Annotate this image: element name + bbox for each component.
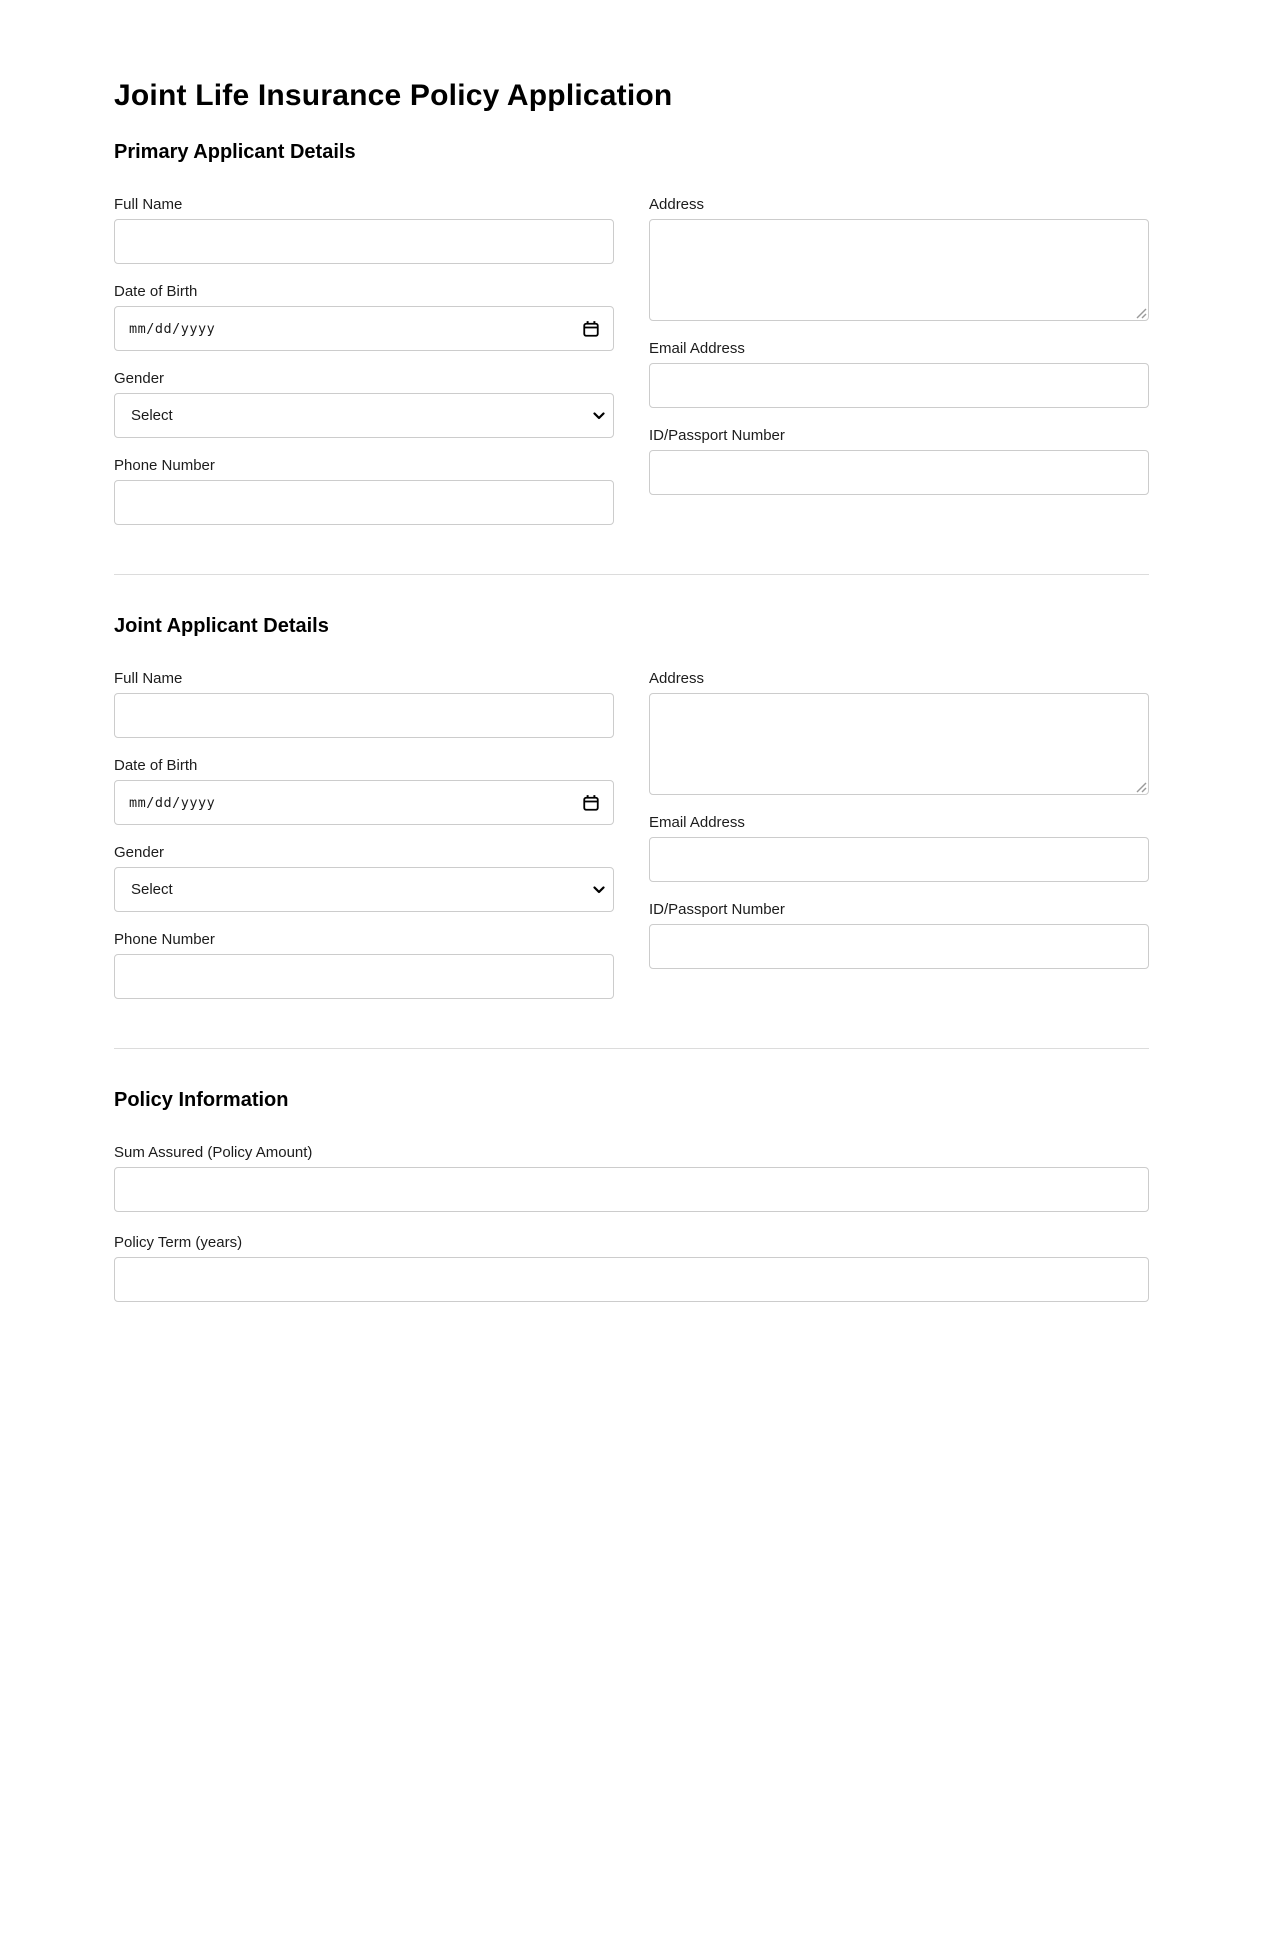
joint-phone-number-field — [114, 931, 614, 999]
gender-field — [114, 370, 614, 438]
joint-full-name-label: Full Name — [114, 670, 183, 687]
id-passport-input[interactable] — [649, 450, 1149, 495]
joint-id-passport-input[interactable] — [649, 924, 1149, 969]
joint-applicant-section — [114, 615, 1149, 1018]
section-divider — [114, 574, 1149, 575]
joint-fields-grid — [114, 670, 1149, 1018]
joint-address-field — [649, 670, 1149, 795]
sum-assured-label: Sum Assured (Policy Amount) — [114, 1144, 313, 1161]
joint-phone-number-input[interactable] — [114, 954, 614, 999]
address-textarea[interactable] — [649, 219, 1149, 321]
joint-date-of-birth-field — [114, 757, 614, 825]
joint-gender-select-value: Select — [131, 881, 173, 898]
joint-date-of-birth-label: Date of Birth — [114, 757, 198, 774]
phone-number-input[interactable] — [114, 480, 614, 525]
joint-gender-field — [114, 844, 614, 912]
full-name-label: Full Name — [114, 196, 183, 213]
policy-term-field — [114, 1234, 1149, 1302]
chevron-down-icon — [593, 412, 605, 420]
primary-left-column — [114, 196, 614, 544]
joint-address-label: Address — [649, 670, 705, 687]
application-form — [114, 0, 1149, 1302]
email-address-label: Email Address — [649, 340, 745, 357]
phone-number-label: Phone Number — [114, 457, 215, 474]
joint-date-of-birth-input[interactable] — [114, 780, 614, 825]
primary-fields-grid — [114, 196, 1149, 544]
sum-assured-input[interactable] — [114, 1167, 1149, 1212]
joint-id-passport-field — [649, 901, 1149, 969]
gender-select[interactable] — [114, 393, 614, 438]
policy-section-heading: Policy Information — [114, 1089, 289, 1111]
joint-email-address-field — [649, 814, 1149, 882]
date-of-birth-label: Date of Birth — [114, 283, 198, 300]
email-address-field — [649, 340, 1149, 408]
section-divider — [114, 1048, 1149, 1049]
joint-full-name-input[interactable] — [114, 693, 614, 738]
primary-applicant-section — [114, 141, 1149, 544]
joint-phone-number-label: Phone Number — [114, 931, 215, 948]
full-name-input[interactable] — [114, 219, 614, 264]
joint-address-textarea[interactable] — [649, 693, 1149, 795]
joint-gender-select[interactable] — [114, 867, 614, 912]
sum-assured-field — [114, 1144, 1149, 1212]
joint-full-name-field — [114, 670, 614, 738]
primary-section-heading: Primary Applicant Details — [114, 141, 356, 163]
joint-id-passport-label: ID/Passport Number — [649, 901, 785, 918]
chevron-down-icon — [593, 886, 605, 894]
id-passport-field — [649, 427, 1149, 495]
gender-label: Gender — [114, 370, 165, 387]
calendar-icon[interactable] — [582, 320, 600, 338]
address-field — [649, 196, 1149, 321]
address-label: Address — [649, 196, 705, 213]
joint-right-column — [649, 670, 1149, 988]
joint-section-heading: Joint Applicant Details — [114, 615, 329, 637]
joint-email-address-input[interactable] — [649, 837, 1149, 882]
joint-email-address-label: Email Address — [649, 814, 745, 831]
calendar-icon[interactable] — [582, 794, 600, 812]
id-passport-label: ID/Passport Number — [649, 427, 785, 444]
page-title: Joint Life Insurance Policy Application — [114, 79, 673, 112]
gender-select-value: Select — [131, 407, 173, 424]
date-of-birth-field — [114, 283, 614, 351]
joint-gender-label: Gender — [114, 844, 165, 861]
full-name-field — [114, 196, 614, 264]
policy-term-input[interactable] — [114, 1257, 1149, 1302]
policy-term-label: Policy Term (years) — [114, 1234, 243, 1251]
date-of-birth-input[interactable] — [114, 306, 614, 351]
phone-number-field — [114, 457, 614, 525]
email-address-input[interactable] — [649, 363, 1149, 408]
joint-left-column — [114, 670, 614, 1018]
primary-right-column — [649, 196, 1149, 514]
policy-information-section — [114, 1089, 1149, 1302]
